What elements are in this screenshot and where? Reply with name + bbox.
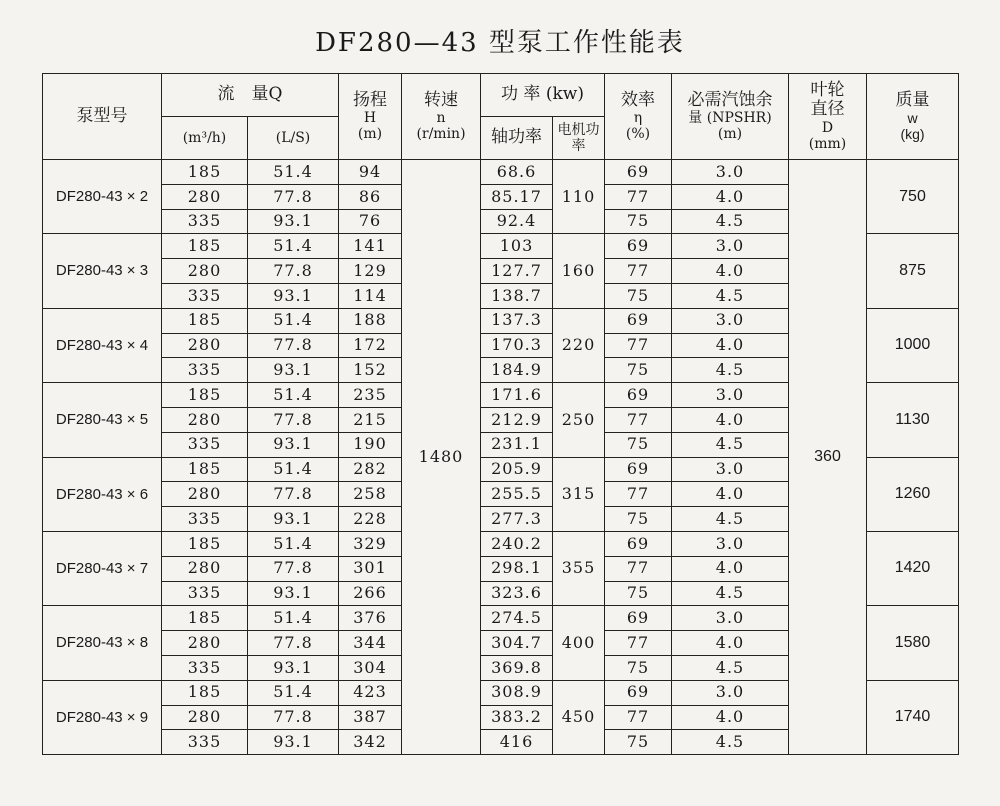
flow-ls-cell: 51.4 bbox=[248, 308, 339, 333]
header-mass-label: 质量 bbox=[895, 89, 930, 110]
shaft-power-cell: 127.7 bbox=[481, 259, 553, 284]
flow-ls-cell: 77.8 bbox=[248, 556, 339, 581]
flow-m3h-cell: 280 bbox=[162, 482, 248, 507]
flow-m3h-cell: 185 bbox=[162, 680, 248, 705]
head-cell: 387 bbox=[339, 705, 402, 730]
efficiency-cell: 77 bbox=[605, 184, 672, 209]
npshr-cell: 3.0 bbox=[672, 160, 789, 185]
table-header bbox=[43, 74, 959, 160]
npshr-cell: 4.0 bbox=[672, 556, 789, 581]
efficiency-cell: 69 bbox=[605, 160, 672, 185]
head-cell: 258 bbox=[339, 482, 402, 507]
mass-cell: 1130 bbox=[867, 383, 959, 457]
flow-ls-cell: 51.4 bbox=[248, 680, 339, 705]
efficiency-cell: 69 bbox=[605, 234, 672, 259]
header-head-label: 扬程 bbox=[353, 89, 387, 110]
flow-ls-cell: 51.4 bbox=[248, 606, 339, 631]
flow-m3h-cell: 185 bbox=[162, 160, 248, 185]
npshr-cell: 4.5 bbox=[672, 730, 789, 755]
header-head-unit: (m) bbox=[357, 126, 383, 143]
header-efficiency-label: 效率 bbox=[621, 89, 655, 110]
flow-m3h-cell: 185 bbox=[162, 531, 248, 556]
efficiency-cell: 77 bbox=[605, 705, 672, 730]
pump-model-cell: DF280-43 × 3 bbox=[43, 234, 162, 308]
shaft-power-cell: 298.1 bbox=[481, 556, 553, 581]
head-cell: 376 bbox=[339, 606, 402, 631]
head-cell: 76 bbox=[339, 209, 402, 234]
header-flow-m3h: (m³/h) bbox=[162, 117, 248, 160]
flow-m3h-cell: 335 bbox=[162, 730, 248, 755]
performance-table bbox=[42, 73, 959, 755]
flow-ls-cell: 93.1 bbox=[248, 283, 339, 308]
header-mass-unit: (kg) bbox=[900, 126, 925, 143]
npshr-cell: 4.5 bbox=[672, 507, 789, 532]
header-impeller-symbol: D bbox=[821, 119, 834, 136]
flow-ls-cell: 93.1 bbox=[248, 209, 339, 234]
shaft-power-cell: 304.7 bbox=[481, 631, 553, 656]
pump-model-cell: DF280-43 × 9 bbox=[43, 680, 162, 754]
npshr-cell: 3.0 bbox=[672, 234, 789, 259]
header-impeller bbox=[789, 74, 867, 160]
npshr-cell: 4.0 bbox=[672, 631, 789, 656]
npshr-cell: 3.0 bbox=[672, 606, 789, 631]
header-head-symbol: H bbox=[363, 110, 377, 127]
shaft-power-cell: 383.2 bbox=[481, 705, 553, 730]
header-impeller-line1: 叶轮 bbox=[810, 79, 845, 100]
header-speed-unit: (r/min) bbox=[416, 126, 466, 143]
efficiency-cell: 77 bbox=[605, 407, 672, 432]
mass-cell: 1000 bbox=[867, 308, 959, 382]
head-cell: 235 bbox=[339, 383, 402, 408]
header-pump-model: 泵型号 bbox=[43, 74, 162, 160]
shaft-power-cell: 212.9 bbox=[481, 407, 553, 432]
head-cell: 114 bbox=[339, 283, 402, 308]
flow-m3h-cell: 185 bbox=[162, 606, 248, 631]
shaft-power-cell: 137.3 bbox=[481, 308, 553, 333]
shaft-power-cell: 255.5 bbox=[481, 482, 553, 507]
shaft-power-cell: 369.8 bbox=[481, 655, 553, 680]
efficiency-cell: 75 bbox=[605, 358, 672, 383]
flow-m3h-cell: 185 bbox=[162, 234, 248, 259]
efficiency-cell: 69 bbox=[605, 383, 672, 408]
head-cell: 266 bbox=[339, 581, 402, 606]
flow-ls-cell: 93.1 bbox=[248, 581, 339, 606]
efficiency-cell: 77 bbox=[605, 333, 672, 358]
speed-cell: 1480 bbox=[402, 160, 481, 755]
flow-m3h-cell: 280 bbox=[162, 184, 248, 209]
flow-ls-cell: 77.8 bbox=[248, 705, 339, 730]
header-flow: 流 量Q bbox=[162, 74, 339, 117]
efficiency-cell: 75 bbox=[605, 209, 672, 234]
shaft-power-cell: 205.9 bbox=[481, 457, 553, 482]
npshr-cell: 3.0 bbox=[672, 531, 789, 556]
efficiency-cell: 77 bbox=[605, 482, 672, 507]
motor-power-cell: 400 bbox=[553, 606, 605, 680]
pump-model-cell: DF280-43 × 7 bbox=[43, 531, 162, 605]
efficiency-cell: 75 bbox=[605, 655, 672, 680]
flow-m3h-cell: 280 bbox=[162, 631, 248, 656]
table-body bbox=[43, 160, 959, 755]
npshr-cell: 4.5 bbox=[672, 655, 789, 680]
head-cell: 172 bbox=[339, 333, 402, 358]
shaft-power-cell: 171.6 bbox=[481, 383, 553, 408]
pump-model-cell: DF280-43 × 4 bbox=[43, 308, 162, 382]
pump-model-cell: DF280-43 × 8 bbox=[43, 606, 162, 680]
head-cell: 301 bbox=[339, 556, 402, 581]
efficiency-cell: 77 bbox=[605, 556, 672, 581]
flow-m3h-cell: 335 bbox=[162, 432, 248, 457]
flow-ls-cell: 51.4 bbox=[248, 531, 339, 556]
head-cell: 423 bbox=[339, 680, 402, 705]
shaft-power-cell: 92.4 bbox=[481, 209, 553, 234]
head-cell: 215 bbox=[339, 407, 402, 432]
flow-ls-cell: 51.4 bbox=[248, 457, 339, 482]
npshr-cell: 3.0 bbox=[672, 680, 789, 705]
shaft-power-cell: 240.2 bbox=[481, 531, 553, 556]
flow-ls-cell: 77.8 bbox=[248, 333, 339, 358]
flow-m3h-cell: 335 bbox=[162, 655, 248, 680]
efficiency-cell: 75 bbox=[605, 432, 672, 457]
npshr-cell: 4.0 bbox=[672, 705, 789, 730]
flow-m3h-cell: 185 bbox=[162, 308, 248, 333]
npshr-cell: 4.5 bbox=[672, 581, 789, 606]
flow-m3h-cell: 335 bbox=[162, 209, 248, 234]
header-npshr-unit: (m) bbox=[717, 126, 743, 143]
efficiency-cell: 75 bbox=[605, 507, 672, 532]
header-head bbox=[339, 74, 402, 160]
head-cell: 152 bbox=[339, 358, 402, 383]
header-efficiency bbox=[605, 74, 672, 160]
motor-power-cell: 220 bbox=[553, 308, 605, 382]
header-npshr bbox=[672, 74, 789, 160]
mass-cell: 1740 bbox=[867, 680, 959, 754]
npshr-cell: 3.0 bbox=[672, 457, 789, 482]
header-impeller-unit: (mm) bbox=[808, 136, 847, 153]
motor-power-cell: 315 bbox=[553, 457, 605, 531]
npshr-cell: 4.0 bbox=[672, 482, 789, 507]
efficiency-cell: 75 bbox=[605, 581, 672, 606]
motor-power-cell: 160 bbox=[553, 234, 605, 308]
flow-ls-cell: 93.1 bbox=[248, 432, 339, 457]
header-npshr-line2: 量 (NPSHR) bbox=[688, 110, 772, 127]
flow-ls-cell: 51.4 bbox=[248, 234, 339, 259]
header-power: 功 率 (kw) bbox=[481, 74, 605, 117]
header-efficiency-unit: (%) bbox=[625, 126, 651, 143]
motor-power-cell: 450 bbox=[553, 680, 605, 754]
flow-ls-cell: 77.8 bbox=[248, 631, 339, 656]
pump-model-cell: DF280-43 × 5 bbox=[43, 383, 162, 457]
shaft-power-cell: 231.1 bbox=[481, 432, 553, 457]
header-speed-label: 转速 bbox=[424, 89, 458, 110]
motor-power-cell: 110 bbox=[553, 160, 605, 234]
header-speed-symbol: n bbox=[436, 110, 446, 127]
flow-ls-cell: 77.8 bbox=[248, 259, 339, 284]
head-cell: 188 bbox=[339, 308, 402, 333]
flow-m3h-cell: 280 bbox=[162, 407, 248, 432]
efficiency-cell: 69 bbox=[605, 606, 672, 631]
flow-ls-cell: 93.1 bbox=[248, 655, 339, 680]
head-cell: 129 bbox=[339, 259, 402, 284]
flow-m3h-cell: 335 bbox=[162, 507, 248, 532]
shaft-power-cell: 274.5 bbox=[481, 606, 553, 631]
npshr-cell: 4.0 bbox=[672, 407, 789, 432]
flow-ls-cell: 93.1 bbox=[248, 358, 339, 383]
impeller-diameter-cell: 360 bbox=[789, 160, 867, 755]
mass-cell: 875 bbox=[867, 234, 959, 308]
npshr-cell: 4.5 bbox=[672, 358, 789, 383]
page-title: DF280—43 型泵工作性能表 bbox=[315, 28, 685, 58]
shaft-power-cell: 103 bbox=[481, 234, 553, 259]
flow-ls-cell: 51.4 bbox=[248, 383, 339, 408]
shaft-power-cell: 308.9 bbox=[481, 680, 553, 705]
flow-m3h-cell: 280 bbox=[162, 556, 248, 581]
flow-ls-cell: 93.1 bbox=[248, 730, 339, 755]
npshr-cell: 4.5 bbox=[672, 432, 789, 457]
head-cell: 282 bbox=[339, 457, 402, 482]
npshr-cell: 4.5 bbox=[672, 209, 789, 234]
efficiency-cell: 69 bbox=[605, 457, 672, 482]
flow-m3h-cell: 280 bbox=[162, 259, 248, 284]
table-row bbox=[43, 160, 959, 185]
shaft-power-cell: 323.6 bbox=[481, 581, 553, 606]
header-npshr-line1: 必需汽蚀余 bbox=[687, 89, 773, 110]
flow-m3h-cell: 280 bbox=[162, 705, 248, 730]
npshr-cell: 4.0 bbox=[672, 259, 789, 284]
efficiency-cell: 69 bbox=[605, 531, 672, 556]
head-cell: 94 bbox=[339, 160, 402, 185]
head-cell: 329 bbox=[339, 531, 402, 556]
shaft-power-cell: 85.17 bbox=[481, 184, 553, 209]
header-motor-power: 电机功率 bbox=[553, 117, 605, 160]
flow-ls-cell: 93.1 bbox=[248, 507, 339, 532]
flow-m3h-cell: 335 bbox=[162, 283, 248, 308]
flow-m3h-cell: 185 bbox=[162, 457, 248, 482]
header-mass bbox=[867, 74, 959, 160]
pump-model-cell: DF280-43 × 2 bbox=[43, 160, 162, 234]
shaft-power-cell: 277.3 bbox=[481, 507, 553, 532]
head-cell: 86 bbox=[339, 184, 402, 209]
header-efficiency-symbol: η bbox=[633, 110, 643, 127]
flow-m3h-cell: 335 bbox=[162, 358, 248, 383]
mass-cell: 1580 bbox=[867, 606, 959, 680]
header-speed bbox=[402, 74, 481, 160]
shaft-power-cell: 416 bbox=[481, 730, 553, 755]
head-cell: 228 bbox=[339, 507, 402, 532]
npshr-cell: 4.0 bbox=[672, 333, 789, 358]
flow-ls-cell: 51.4 bbox=[248, 160, 339, 185]
header-flow-ls: (L/S) bbox=[248, 117, 339, 160]
shaft-power-cell: 68.6 bbox=[481, 160, 553, 185]
header-mass-symbol: w bbox=[907, 110, 918, 127]
head-cell: 344 bbox=[339, 631, 402, 656]
header-impeller-line2: 直径 bbox=[810, 99, 845, 120]
efficiency-cell: 69 bbox=[605, 680, 672, 705]
efficiency-cell: 77 bbox=[605, 259, 672, 284]
npshr-cell: 4.0 bbox=[672, 184, 789, 209]
shaft-power-cell: 170.3 bbox=[481, 333, 553, 358]
npshr-cell: 3.0 bbox=[672, 383, 789, 408]
mass-cell: 1260 bbox=[867, 457, 959, 531]
head-cell: 342 bbox=[339, 730, 402, 755]
flow-ls-cell: 77.8 bbox=[248, 407, 339, 432]
flow-ls-cell: 77.8 bbox=[248, 184, 339, 209]
flow-ls-cell: 77.8 bbox=[248, 482, 339, 507]
head-cell: 304 bbox=[339, 655, 402, 680]
flow-m3h-cell: 335 bbox=[162, 581, 248, 606]
mass-cell: 1420 bbox=[867, 531, 959, 605]
npshr-cell: 4.5 bbox=[672, 283, 789, 308]
efficiency-cell: 75 bbox=[605, 730, 672, 755]
mass-cell: 750 bbox=[867, 160, 959, 234]
efficiency-cell: 75 bbox=[605, 283, 672, 308]
flow-m3h-cell: 280 bbox=[162, 333, 248, 358]
efficiency-cell: 77 bbox=[605, 631, 672, 656]
header-shaft-power: 轴功率 bbox=[481, 117, 553, 160]
shaft-power-cell: 184.9 bbox=[481, 358, 553, 383]
flow-m3h-cell: 185 bbox=[162, 383, 248, 408]
head-cell: 141 bbox=[339, 234, 402, 259]
pump-model-cell: DF280-43 × 6 bbox=[43, 457, 162, 531]
efficiency-cell: 69 bbox=[605, 308, 672, 333]
shaft-power-cell: 138.7 bbox=[481, 283, 553, 308]
motor-power-cell: 355 bbox=[553, 531, 605, 605]
npshr-cell: 3.0 bbox=[672, 308, 789, 333]
head-cell: 190 bbox=[339, 432, 402, 457]
motor-power-cell: 250 bbox=[553, 383, 605, 457]
